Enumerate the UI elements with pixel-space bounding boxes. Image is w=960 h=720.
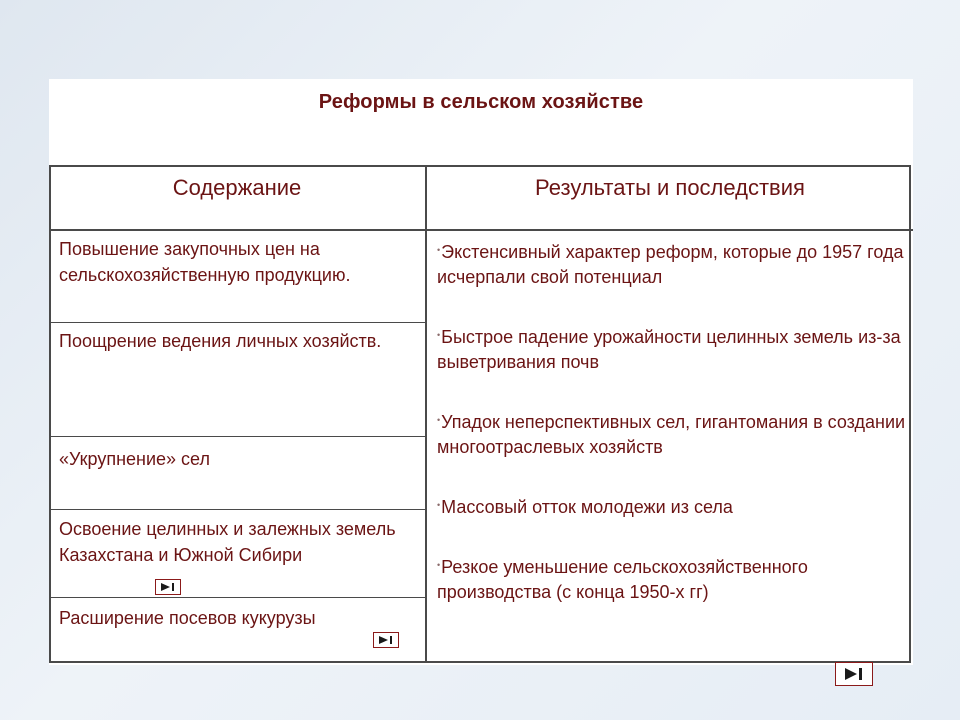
slide-title: Реформы в сельском хозяйстве [318, 91, 644, 113]
result-item: •Быстрое падение урожайности целинных земель из-за выветривания почв [437, 327, 901, 372]
content-row: «Укрупнение» сел [59, 449, 210, 469]
bullet-icon: • [437, 330, 441, 340]
result-item: •Экстенсивный характер реформ, которые до 1957 года исчерпали свой потенциал [437, 242, 904, 287]
column-header-content: Содержание [172, 175, 302, 200]
slide [49, 79, 913, 665]
next-slide-button-main[interactable] [835, 662, 873, 686]
row-divider [49, 436, 427, 437]
bullet-icon: • [437, 245, 441, 255]
result-item: •Массовый отток молодежи из села [437, 497, 733, 517]
bullet-icon: • [437, 500, 441, 510]
column-divider [425, 165, 427, 663]
content-row: Поощрение ведения личных хозяйств. [59, 331, 382, 351]
play-next-icon [378, 635, 394, 645]
column-header-results: Результаты и последствия [535, 175, 805, 200]
bullet-icon: • [437, 415, 441, 425]
bullet-icon: • [437, 560, 441, 570]
content-row: Повышение закупочных цен на сельскохозяйственную продукцию. [59, 239, 351, 285]
row-divider [49, 509, 427, 510]
next-slide-button-1[interactable] [155, 579, 181, 595]
play-next-icon [160, 582, 176, 592]
result-item: •Резкое уменьшение сельскохозяйственного производства (с конца 1950-х гг) [437, 557, 808, 602]
next-slide-button-2[interactable] [373, 632, 399, 648]
content-row: Освоение целинных и залежных земель Казахстана и Южной Сибири [59, 519, 396, 565]
header-divider [49, 229, 913, 231]
play-next-icon [843, 667, 865, 681]
content-row: Расширение посевов кукурузы [59, 608, 316, 628]
row-divider [49, 597, 427, 598]
row-divider [49, 322, 427, 323]
result-item: •Упадок неперспективных сел, гигантомания в создании многоотраслевых хозяйств [437, 412, 906, 457]
